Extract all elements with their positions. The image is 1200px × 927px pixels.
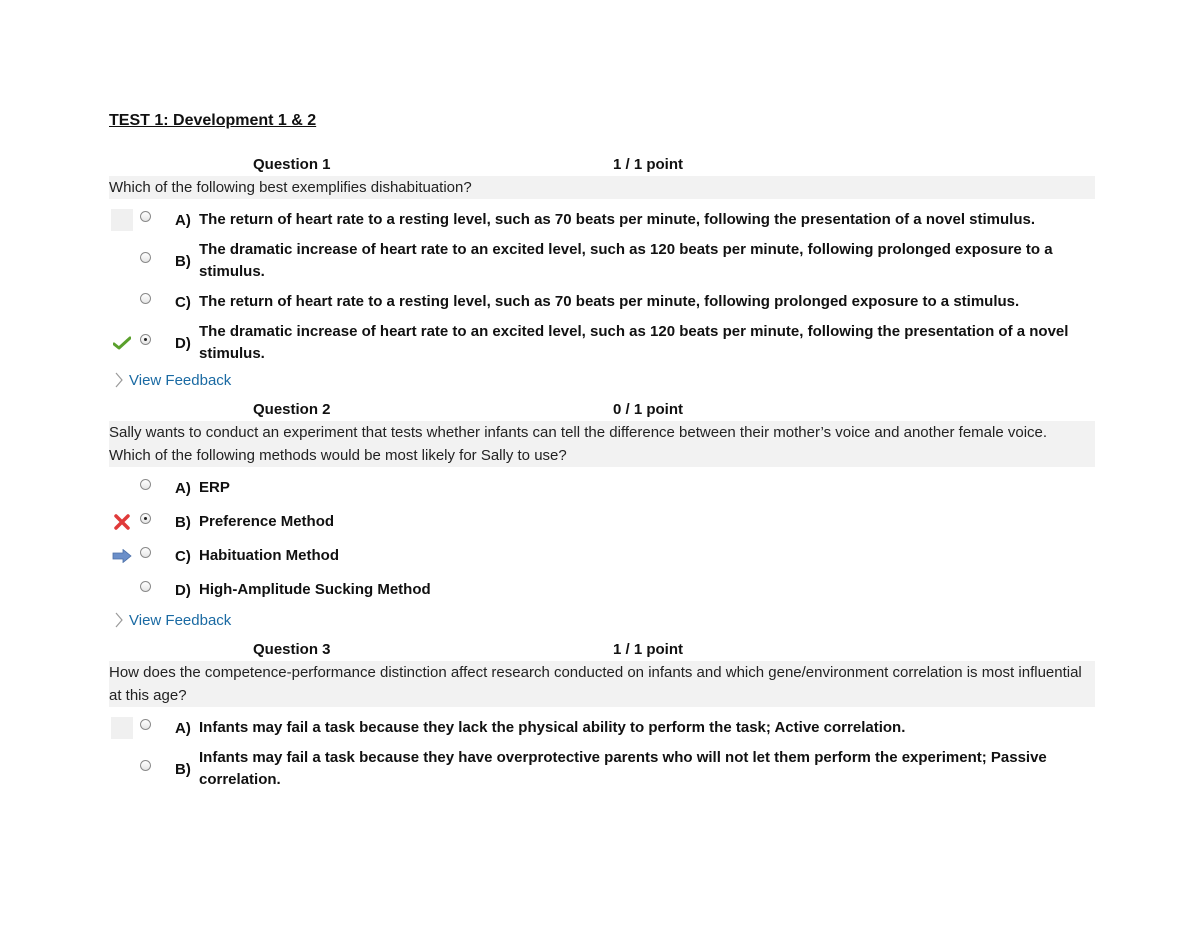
view-feedback-label[interactable]: View Feedback: [129, 611, 232, 629]
answer-option-b[interactable]: [109, 505, 1095, 539]
answer-letter: B): [175, 252, 191, 270]
answer-list: [109, 711, 1095, 793]
answer-option-d[interactable]: [109, 319, 1095, 367]
answer-text: High-Amplitude Sucking Method: [199, 581, 431, 598]
question-score: 1 / 1 point: [613, 156, 684, 173]
answer-letter: A): [175, 211, 191, 229]
radio-button[interactable]: [140, 479, 151, 490]
test-title: TEST 1: Development 1 & 2: [109, 112, 317, 129]
answer-highlight: [111, 717, 133, 739]
question-number: Question 2: [253, 401, 331, 418]
answer-list: [109, 203, 1095, 367]
answer-letter: D): [175, 581, 191, 599]
question-2: [109, 399, 1095, 633]
question-header: [109, 154, 1095, 176]
question-number: Question 1: [253, 156, 331, 173]
question-1: [109, 154, 1095, 393]
answer-option-a[interactable]: [109, 471, 1095, 505]
answer-letter: D): [175, 334, 191, 352]
answer-option-b[interactable]: [109, 237, 1095, 285]
answer-text: Infants may fail a task because they lack the physical ability to perform the task; Active correlation.: [199, 719, 906, 736]
answer-letter: A): [175, 719, 191, 737]
radio-button[interactable]: [140, 547, 151, 558]
answer-text: The dramatic increase of heart rate to an excited level, such as 120 beats per minute, following the presentation of a novel stimulus.: [199, 323, 1069, 362]
radio-button[interactable]: [140, 719, 151, 730]
answer-letter: A): [175, 479, 191, 497]
question-number: Question 3: [253, 641, 331, 658]
question-prompt: How does the competence-performance distinction affect research conducted on infants and which gene/environment correlation is most influential at this age?: [109, 661, 1095, 707]
answer-list: [109, 471, 1095, 607]
answer-text: Infants may fail a task because they have overprotective parents who will not let them perform the experiment; Passive correlation.: [199, 749, 1047, 788]
chevron-right-icon: [109, 370, 129, 390]
question-3: [109, 639, 1095, 793]
question-score: 1 / 1 point: [613, 641, 684, 658]
answer-text: Habituation Method: [199, 547, 339, 564]
answer-text: Preference Method: [199, 513, 335, 530]
question-prompt: Sally wants to conduct an experiment that tests whether infants can tell the difference between their mother’s voice and another female voice. Which of the following methods would be most likely for Sally to use?: [109, 421, 1095, 467]
radio-button-selected[interactable]: [140, 334, 151, 345]
radio-button[interactable]: [140, 293, 151, 304]
radio-button[interactable]: [140, 252, 151, 263]
answer-text: The return of heart rate to a resting level, such as 70 beats per minute, following the presentation of a novel stimulus.: [199, 211, 1036, 228]
answer-option-b[interactable]: [109, 745, 1095, 793]
radio-button[interactable]: [140, 211, 151, 222]
view-feedback-link[interactable]: [109, 607, 1095, 633]
arrow-right-icon: [112, 546, 132, 566]
chevron-right-icon: [109, 610, 129, 630]
question-header: [109, 639, 1095, 661]
answer-text: The dramatic increase of heart rate to an excited level, such as 120 beats per minute, following prolonged exposure to a stimulus.: [199, 241, 1053, 280]
answer-text: The return of heart rate to a resting level, such as 70 beats per minute, following prolonged exposure to a stimulus.: [199, 293, 1020, 310]
answer-letter: B): [175, 760, 191, 778]
answer-text: ERP: [199, 479, 230, 496]
radio-button[interactable]: [140, 581, 151, 592]
checkmark-icon: [112, 333, 132, 353]
question-score: 0 / 1 point: [613, 401, 684, 418]
answer-letter: C): [175, 547, 191, 565]
answer-letter: C): [175, 293, 191, 311]
question-header: [109, 399, 1095, 421]
radio-button[interactable]: [140, 760, 151, 771]
answer-option-d[interactable]: [109, 573, 1095, 607]
x-icon: [112, 512, 132, 532]
radio-button-selected[interactable]: [140, 513, 151, 524]
document-page: [109, 110, 1095, 793]
answer-option-a[interactable]: [109, 203, 1095, 237]
answer-highlight: [111, 209, 133, 231]
answer-option-c[interactable]: [109, 285, 1095, 319]
answer-letter: B): [175, 513, 191, 531]
view-feedback-link[interactable]: [109, 367, 1095, 393]
answer-option-a[interactable]: [109, 711, 1095, 745]
question-prompt: Which of the following best exemplifies dishabituation?: [109, 176, 1095, 199]
answer-option-c[interactable]: [109, 539, 1095, 573]
view-feedback-label[interactable]: View Feedback: [129, 371, 232, 389]
